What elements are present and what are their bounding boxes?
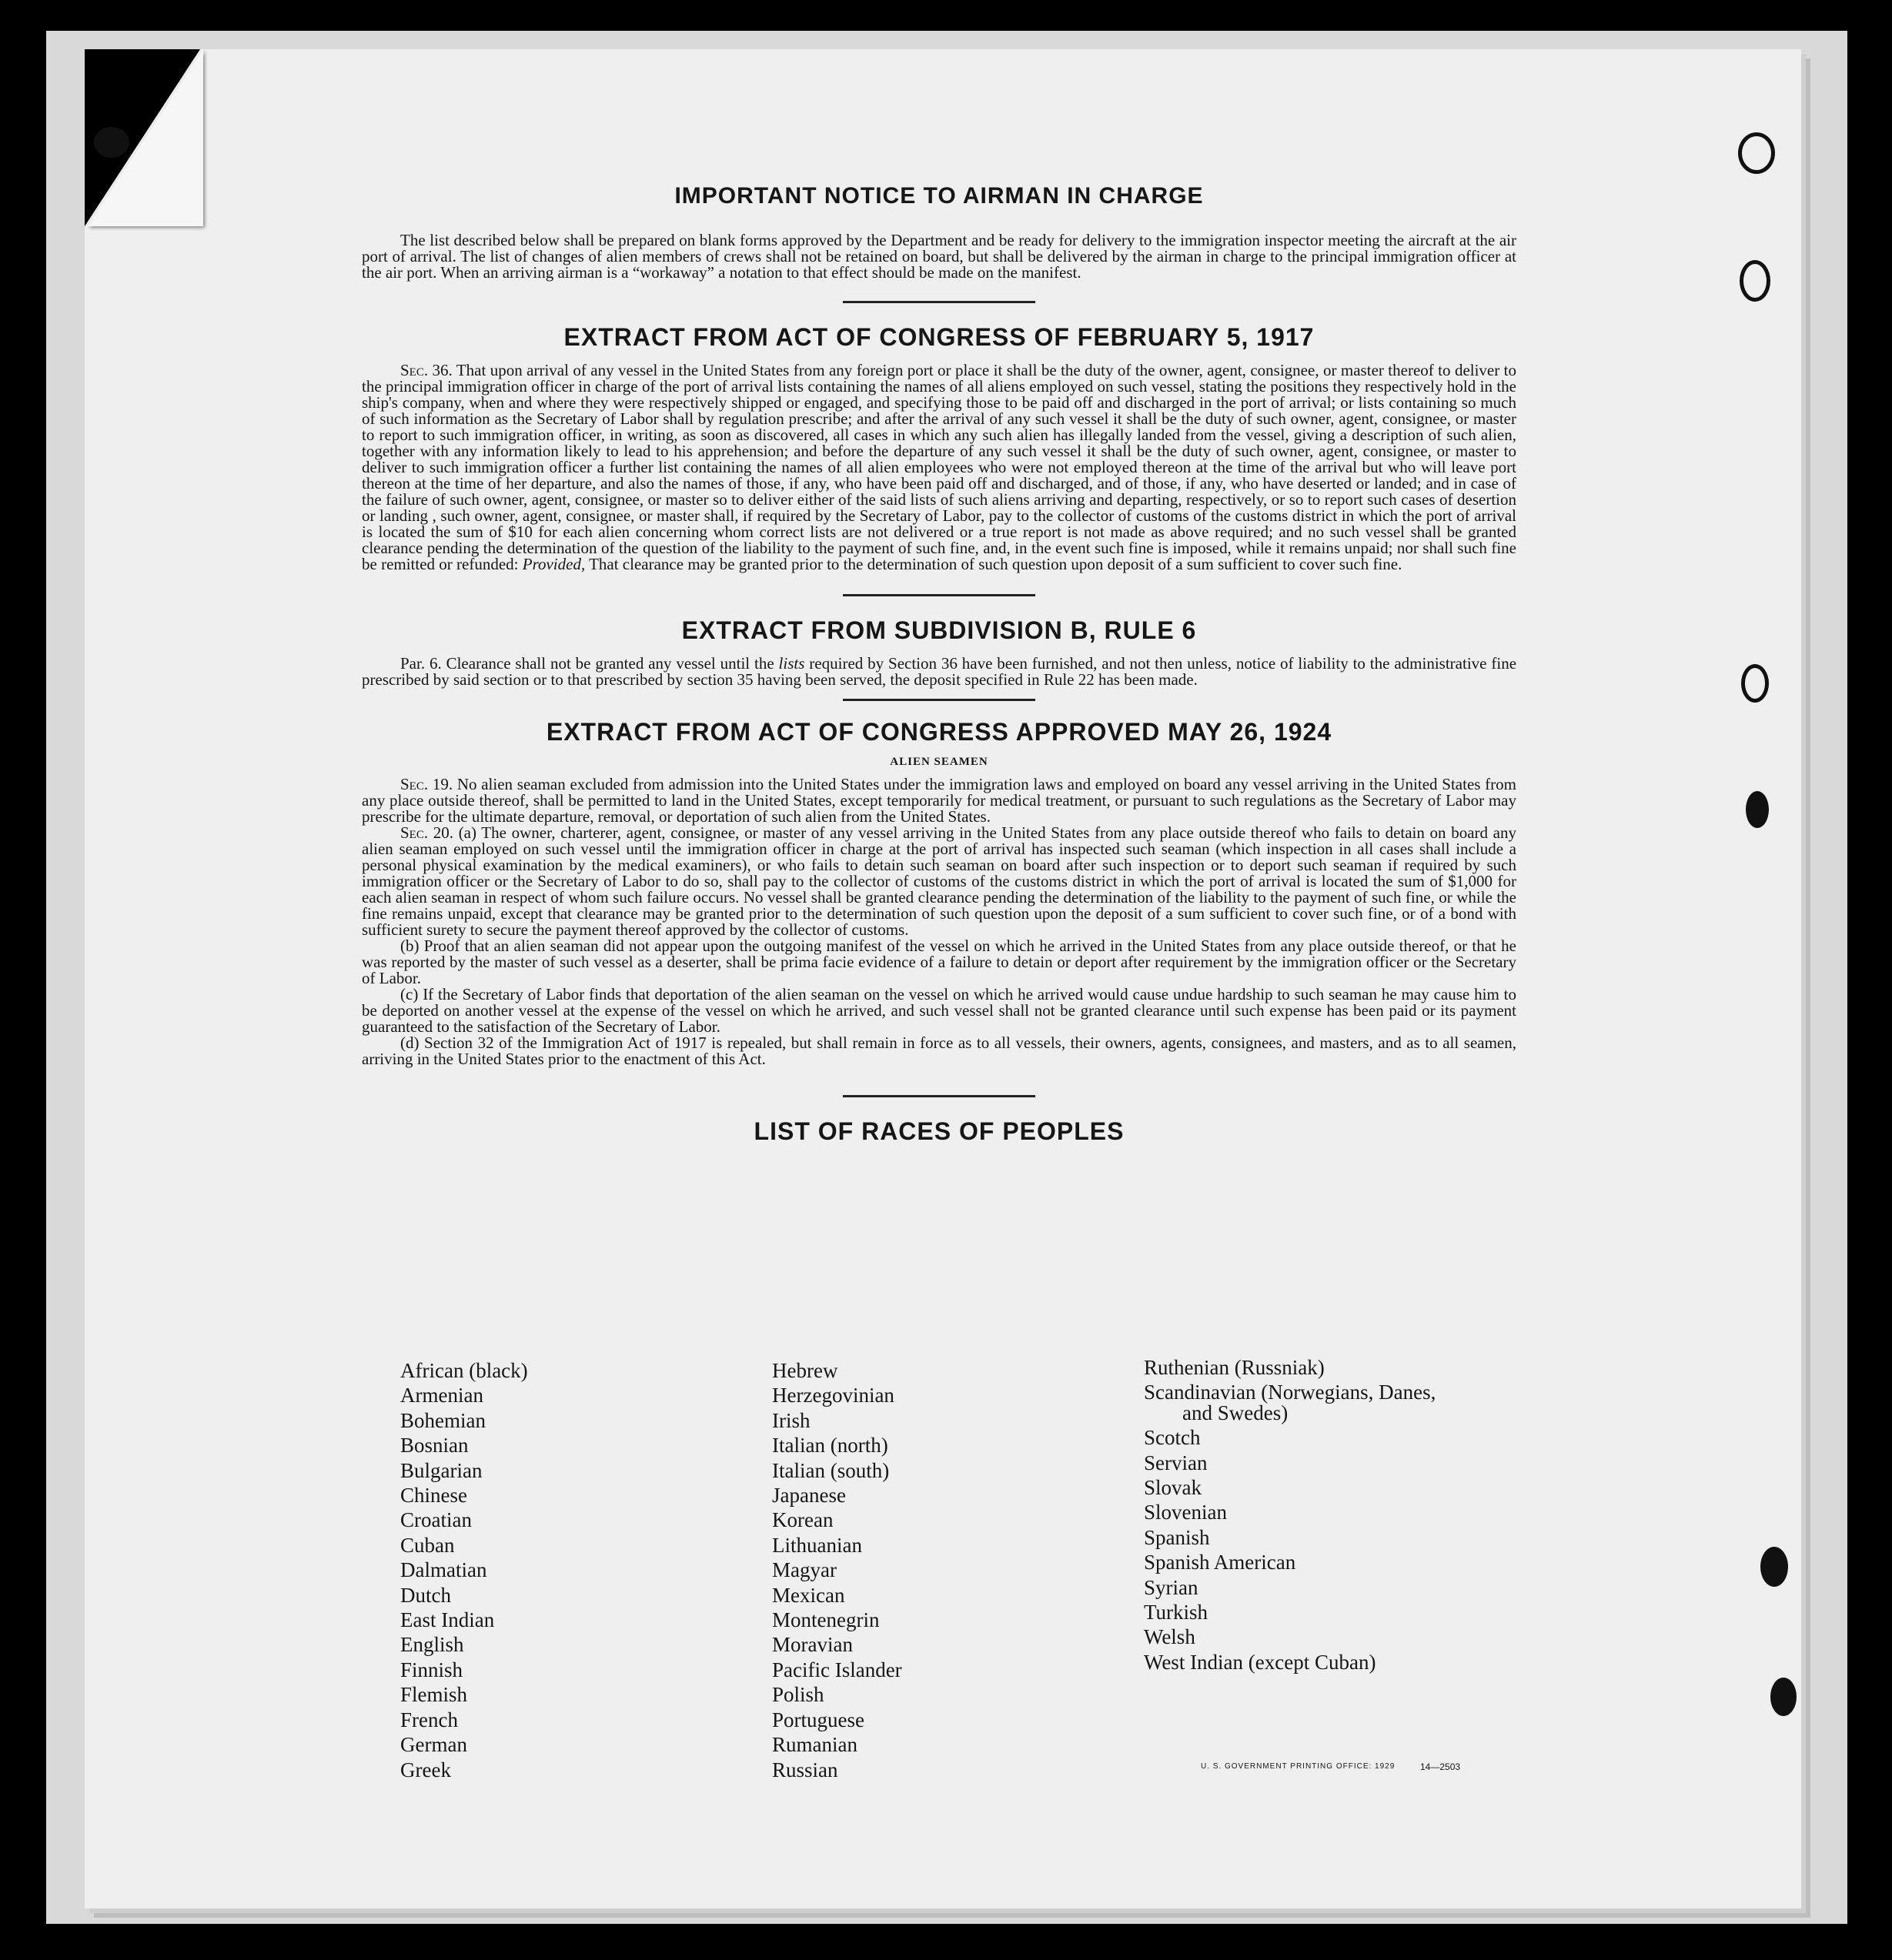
race-item: Italian (north) <box>772 1434 888 1457</box>
race-item: Portuguese <box>772 1708 864 1731</box>
lists-term: lists <box>778 654 805 673</box>
punch-hole-top-left <box>94 127 129 158</box>
race-item: Lithuanian <box>772 1533 862 1557</box>
race-item: Spanish <box>1144 1525 1210 1549</box>
act-1917-section-36 <box>362 362 1516 573</box>
race-item: Flemish <box>400 1683 468 1707</box>
race-item: Pacific Islander <box>772 1658 902 1681</box>
race-item: Polish <box>772 1683 824 1707</box>
notice-title: IMPORTANT NOTICE TO AIRMAN IN CHARGE <box>674 183 1204 209</box>
race-item: Scandinavian (Norwegians, Danes, <box>1144 1381 1436 1404</box>
race-item: Greek <box>400 1758 451 1781</box>
race-items-rest <box>1144 1425 1436 1675</box>
provided-term: Provided, <box>522 555 586 573</box>
race-item: Rumanian <box>772 1733 857 1757</box>
race-item: Syrian <box>1144 1575 1198 1599</box>
punch-hole-right-1 <box>1746 791 1769 828</box>
race-item: Croatian <box>400 1508 472 1532</box>
races-title: LIST OF RACES OF PEOPLES <box>754 1117 1125 1145</box>
races-column-3 <box>1144 1355 1436 1675</box>
punch-hole-right-2 <box>1760 1547 1788 1587</box>
races-column-2 <box>772 1358 902 1782</box>
races-column-1 <box>400 1358 528 1782</box>
binder-ring-3 <box>1741 664 1769 703</box>
race-item: Turkish <box>1144 1601 1208 1624</box>
document-body <box>362 175 1516 1146</box>
section-20a-text: (a) The owner, charterer, agent, consignee, or master of any vessel arriving in the United States from any place outside thereof who fails to detain on board any alien seaman employed on such vessel until the immigration officer in charge at the port of arrival has inspected such seaman (which inspection in all cases shall include a personal physical examination by the medical examiners), or who fails to detain such seaman on board after such inspection or to deport such seaman if required by such immigration officer or the Secretary of Labor to do so, shall pay to the collector of customs of the customs district in which the port of arrival is located the sum of $1,000 for each alien seaman in respect of whom such failure occurs. No vessel shall be granted clearance pending the determination of the liability to the payment of such fine, or while the fine remains unpaid, except that clearance may be granted prior to the determination of such question upon the deposit of a sum sufficient to cover such fine, or of a bond with sufficient surety to secure the payment thereof approved by the collector of customs. <box>362 823 1517 939</box>
act-1924-section-20c: (c) If the Secretary of Labor finds that deportation of the alien seaman on the vessel on which he arrived would cause undue hardship to such seaman he may cause him to be deported on another vessel at the expense of the vessel on which he arrived, and such vessel shall not be granted clearance until such expense has been paid or its payment guaranteed to the satisfaction of the Secretary of Labor. <box>362 985 1516 1036</box>
act-1924-section-19 <box>362 776 1516 825</box>
race-item: Bohemian <box>400 1408 486 1432</box>
race-item: Dutch <box>400 1583 451 1607</box>
race-item: Irish <box>772 1408 811 1432</box>
race-item: Russian <box>772 1758 838 1781</box>
notice-paragraph: The list described below shall be prepared on blank forms approved by the Department and be ready for delivery to the immigration inspector meeting the aircraft at the air port of arrival. The list of changes of alien members of crews shall not be retained on board, but shall be delivered by the airman in charge to the principal immigration officer at the air port. When an arriving airman is a “workaway” a notation to that effect should be made on the manifest. <box>362 231 1516 282</box>
race-item: Japanese <box>772 1484 846 1508</box>
rule-6-title: EXTRACT FROM SUBDIVISION B, RULE 6 <box>681 616 1197 644</box>
race-item: Bulgarian <box>400 1458 483 1482</box>
race-item: Scotch <box>1144 1426 1201 1450</box>
race-item: Cuban <box>400 1533 455 1557</box>
race-item: Italian (south) <box>772 1458 890 1482</box>
race-item: Slovak <box>1144 1476 1202 1500</box>
race-item: West Indian (except Cuban) <box>1144 1650 1376 1674</box>
race-item: Mexican <box>772 1583 845 1607</box>
race-item: Montenegrin <box>772 1608 880 1632</box>
section-20-label: Sec. 20. <box>400 823 454 842</box>
race-item: Herzegovinian <box>772 1384 894 1407</box>
race-item: Finnish <box>400 1658 463 1681</box>
section-label: Sec. 36. <box>400 361 453 379</box>
alien-seamen-subtitle: ALIEN SEAMEN <box>890 756 988 768</box>
section-36-text-end: That clearance may be granted prior to the determination of such question upon deposit of a sum sufficient to cover such fine. <box>589 555 1402 573</box>
printer-imprint: U. S. GOVERNMENT PRINTING OFFICE: 1929 <box>1201 1762 1396 1771</box>
race-item: Servian <box>1144 1451 1208 1474</box>
race-item: Moravian <box>772 1633 853 1657</box>
race-item: East Indian <box>400 1608 495 1632</box>
section-19-label: Sec. 19. <box>400 775 453 793</box>
race-item: Dalmatian <box>400 1558 487 1582</box>
act-1924-section-20d: (d) Section 32 of the Immigration Act of 1917 is repealed, but shall remain in force as to all vessels, their owners, agents, consignees, and masters, and as to all seamen, arriving in the United States prior to the enactment of this Act. <box>362 1033 1516 1068</box>
race-item: Magyar <box>772 1558 837 1582</box>
punch-hole-right-3 <box>1770 1678 1797 1716</box>
race-item: Armenian <box>400 1384 483 1407</box>
race-item: Ruthenian (Russniak) <box>1144 1356 1325 1379</box>
race-item: Bosnian <box>400 1434 469 1457</box>
act-1924-title: EXTRACT FROM ACT OF CONGRESS APPROVED MAY 26, 1924 <box>546 718 1332 746</box>
binder-ring-1 <box>1738 132 1775 174</box>
race-item: German <box>400 1733 467 1757</box>
section-36-text: That upon arrival of any vessel in the United States from any foreign port or place it shall be the duty of the owner, agent, consignee, or master thereof to deliver to the principal immigration officer in charge of the port of arrival lists containing the names of all aliens employed on such vessel, stating the positions they respectively hold in the ship's company, when and where they were respectively shipped or engaged, and specifying those to be paid off and discharged in the port of arrival; or lists containing so much of such information as the Secretary of Labor shall by regulation prescribe; and after the arrival of any such vessel it shall be the duty of such owner, agent, consignee, or master to report to such immigration officer, in writing, as soon as discovered, all cases in which any such alien has illegally landed from the vessel, giving a description of such alien, together with any information likely to lead to his apprehension; and before the departure of any such vessel it shall be the duty of such owner, agent, consignee, or master to deliver to such immigration officer a further list containing the names of all alien employees who were not employed thereon at the time of the arrival but who will leave port thereon at the time of her departure, and also the names of those, if any, who have been paid off and discharged, and of those, if any, who have deserted or landed; and in case of the failure of such owner, agent, consignee, or master so to deliver either of the said lists of such aliens arriving and departing, respectively, or so to report such cases of desertion or landing , such owner, agent, consignee, or master shall, if required by the Secretary of Labor, pay to the collector of customs of the customs district in which the port of arrival is located the sum of $10 for each alien concerning whom correct lists are not delivered or a true report is not made as above required; and no such vessel shall be granted clearance pending the determination of the question of the liability to the payment of such fine, and, in the event such fine is imposed, while it remains unpaid; nor shall such fine be remitted or refunded: <box>362 361 1516 573</box>
rule-6-text: Par. 6. Clearance shall not be granted any vessel until the <box>400 654 774 673</box>
race-item: Korean <box>772 1508 834 1532</box>
form-number: 14—2503 <box>1420 1761 1461 1772</box>
rule-6-text-end: required by Section 36 have been furnished, and not then unless, notice of liability to the administrative fine prescribed by said section or to that prescribed by section 35 having been served, the deposit specified in Rule 22 has been made. <box>362 654 1517 689</box>
act-1917-title: EXTRACT FROM ACT OF CONGRESS OF FEBRUARY 5, 1917 <box>563 323 1315 351</box>
rule-6-paragraph <box>362 656 1516 688</box>
race-item: Welsh <box>1144 1625 1195 1649</box>
race-item: Slovenian <box>1144 1501 1227 1524</box>
binder-ring-2 <box>1740 260 1770 302</box>
race-item: English <box>400 1633 464 1657</box>
race-item: French <box>400 1708 458 1731</box>
race-item: Hebrew <box>772 1359 838 1382</box>
race-item-continuation: and Swedes) <box>1182 1401 1289 1424</box>
race-item: African (black) <box>400 1359 528 1382</box>
act-1924-section-20b: (b) Proof that an alien seaman did not appear upon the outgoing manifest of the vessel on which he arrived in the United States from any place outside thereof, or that he was reported by the master of such vessel as a deserter, shall be prima facie evidence of a failure to detain or deport after requirement by the immigration officer or the Secretary of Labor. <box>362 937 1516 987</box>
race-item: Spanish American <box>1144 1551 1296 1574</box>
race-item: Chinese <box>400 1484 467 1508</box>
act-1924-section-20a <box>362 825 1516 938</box>
section-19-text: No alien seaman excluded from admission into the United States under the immigration laws and employed on board any vessel arriving in the United States from any place outside thereof, shall be permitted to land in the United States, except temporarily for medical treatment, or pursuant to such regulations as the Secretary of Labor may prescribe for the ultimate departure, removal, or deportation of such alien from the United States. <box>362 775 1516 826</box>
